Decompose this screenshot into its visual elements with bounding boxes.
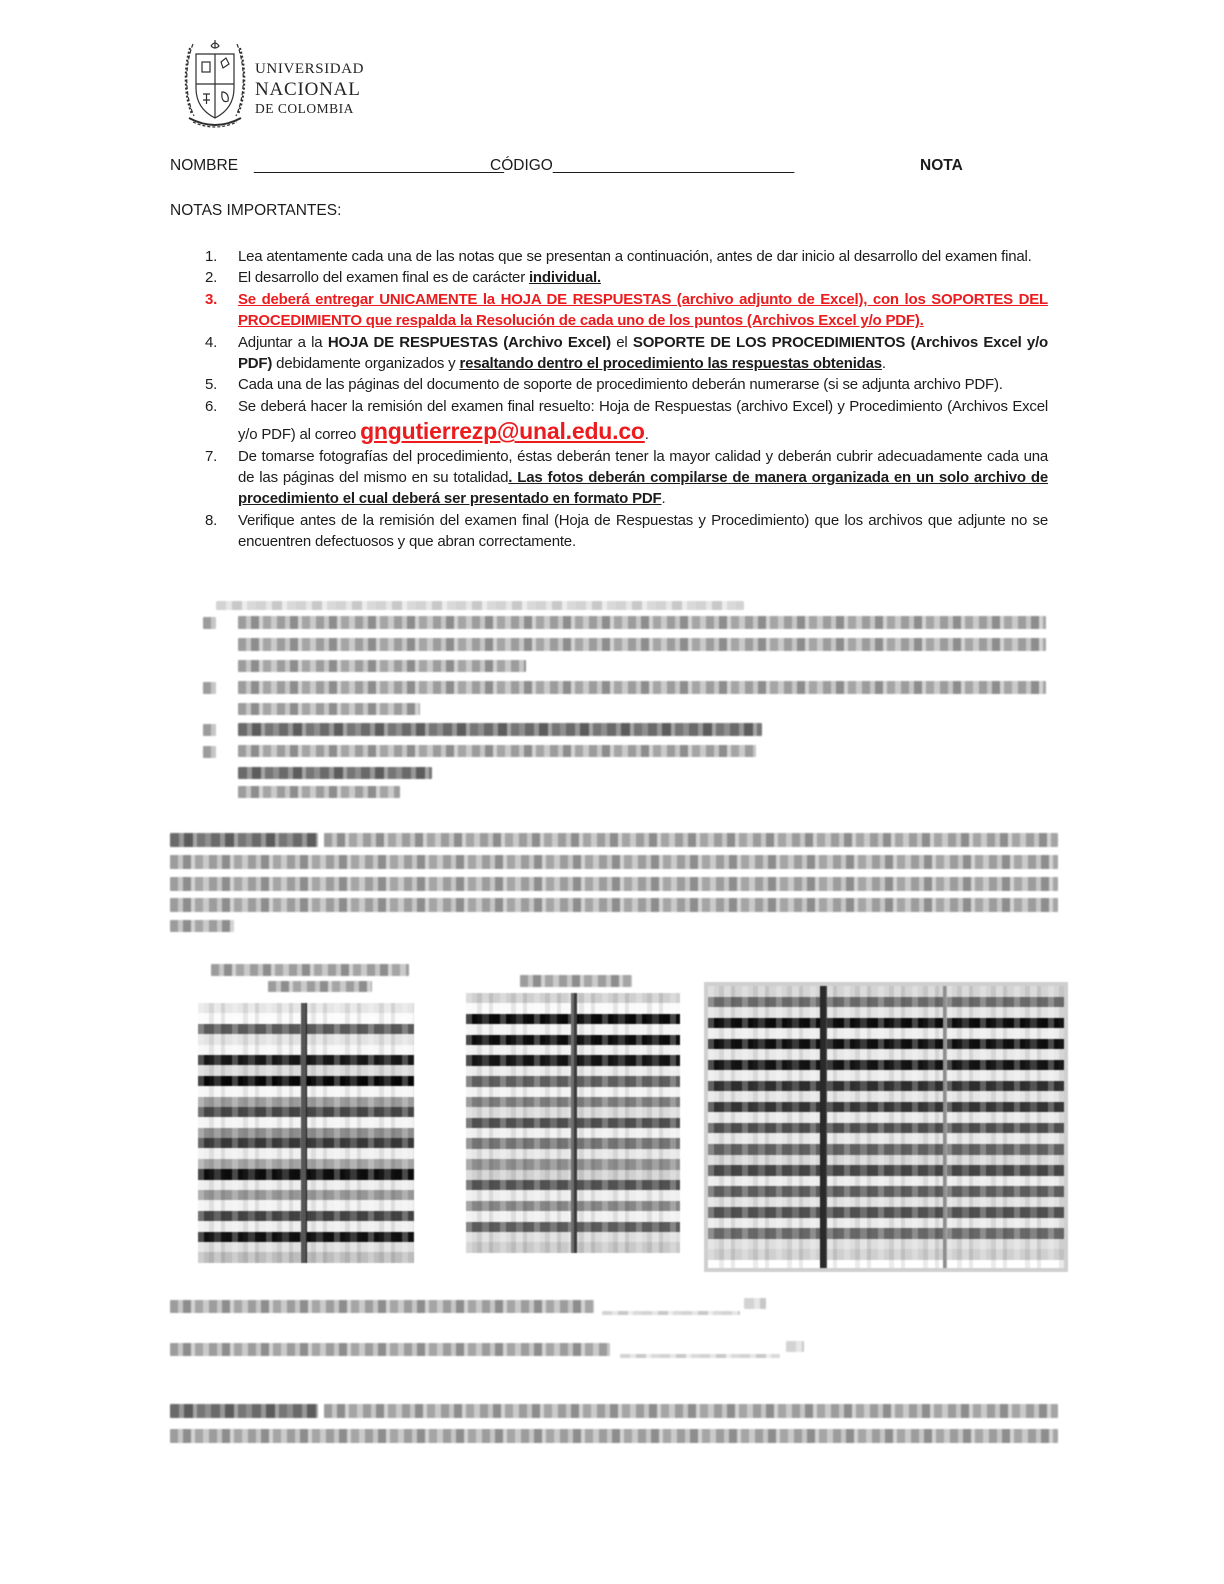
note-text-segment: resaltando dentro el procedimiento las respuestas obtenidas — [459, 355, 882, 373]
header-fields — [0, 157, 1224, 181]
note-text-segment: Adjuntar a la — [238, 333, 328, 351]
redacted-table-divider — [943, 986, 947, 1268]
redacted-line-11 — [203, 746, 216, 758]
email-link[interactable]: gngutierrezp@unal.edu.co — [360, 418, 645, 445]
note-item-2 — [205, 267, 1048, 288]
university-logo — [181, 38, 364, 136]
note-text — [238, 267, 1048, 288]
note-text — [238, 446, 1048, 510]
note-item-8 — [205, 510, 1048, 553]
notes-list — [205, 246, 1048, 553]
note-text — [238, 332, 1048, 375]
redacted-table-row — [708, 1123, 1064, 1134]
redacted-line-30 — [170, 1404, 318, 1418]
redacted-line-13 — [238, 767, 432, 779]
note-text-segment: HOJA DE RESPUESTAS (Archivo Excel) — [327, 333, 611, 351]
redacted-line-28 — [620, 1354, 780, 1358]
redacted-table-row — [708, 1218, 1064, 1229]
redacted-line-16 — [324, 833, 1058, 847]
codigo-blank-line: ____________________________ — [552, 157, 795, 174]
note-text — [238, 396, 1048, 446]
redacted-line-12 — [238, 745, 756, 757]
note-text-segment: debidamente organizados y — [272, 355, 460, 373]
redacted-table-row — [708, 1207, 1064, 1218]
redacted-table-row — [708, 1249, 1064, 1260]
logo-wordmark — [255, 62, 364, 136]
redacted-line-22 — [268, 981, 372, 992]
redacted-table-row — [708, 1060, 1064, 1071]
redacted-table-2 — [466, 993, 680, 1253]
redacted-table-row — [708, 1239, 1064, 1250]
note-item-1 — [205, 246, 1048, 267]
redacted-line-29 — [786, 1341, 804, 1352]
redacted-line-24 — [170, 1300, 594, 1313]
logo-wordmark-line3: DE COLOMBIA — [255, 101, 354, 116]
redacted-line-8 — [238, 703, 420, 715]
note-item-7 — [205, 446, 1048, 510]
redacted-table-row — [708, 1176, 1064, 1187]
note-item-5 — [205, 374, 1048, 395]
redacted-line-4 — [238, 638, 1046, 651]
redacted-line-15 — [170, 833, 318, 847]
redacted-line-20 — [170, 920, 234, 932]
university-crest-icon — [181, 38, 249, 136]
redacted-table-row — [708, 1028, 1064, 1039]
note-text-segment: Se deberá hacer la remisión del examen final resuelto: Hoja de Respuestas (archivo Excel) y Procedimiento (Archivos Excel y/o PDF) al correo — [238, 397, 1048, 444]
redacted-line-5 — [238, 660, 526, 672]
redacted-line-9 — [203, 724, 216, 736]
redacted-table-row — [708, 1007, 1064, 1018]
redacted-table-divider — [571, 993, 577, 1253]
note-text — [238, 289, 1048, 332]
note-number: 3. — [205, 290, 218, 308]
note-text — [238, 510, 1048, 553]
note-item-4 — [205, 332, 1048, 375]
note-text-segment: . Las fotos deberán compilarse de manera organizada en un solo archivo de procedimiento el cual deberá ser presentado en formato PDF — [238, 469, 1049, 508]
redacted-table-row — [708, 1144, 1064, 1155]
note-text-segment: Verifique antes de la remisión del examen final (Hoja de Respuestas y Procedimiento) que los archivos que adjunte no se encuentren defectuosos y que abran correctamente. — [238, 511, 1048, 551]
redacted-line-31 — [324, 1404, 1058, 1418]
codigo-field — [490, 157, 794, 175]
nota-label: NOTA — [920, 157, 963, 174]
note-text-segment: SOPORTE DE LOS PROCEDIMIENTOS (Archivos Excel y/o PDF) — [238, 333, 1049, 373]
note-item-3 — [205, 289, 1048, 332]
redacted-table-row — [708, 997, 1064, 1008]
redacted-line-26 — [744, 1298, 766, 1309]
redacted-line-1 — [216, 601, 744, 610]
logo-wordmark-line2: NACIONAL — [255, 79, 361, 100]
redacted-table-row — [708, 1112, 1064, 1123]
note-text — [238, 374, 1048, 395]
redacted-line-17 — [170, 855, 1058, 869]
note-text-segment: El desarrollo del examen final es de carácter — [238, 269, 529, 287]
note-number: 5. — [205, 376, 218, 394]
redacted-table-row — [708, 1133, 1064, 1144]
note-number: 7. — [205, 447, 218, 465]
redacted-line-21 — [211, 964, 409, 976]
note-text-segment: Se deberá entregar UNICAMENTE la HOJA DE RESPUESTAS (archivo adjunto de Excel), con los SOPORTES DEL PROCEDIMIENTO que respalda la Resolución de cada uno de los puntos (Archivos Excel y/o PDF). — [238, 290, 1048, 330]
note-number: 2. — [205, 269, 218, 287]
redacted-table-row — [708, 1186, 1064, 1197]
redacted-line-23 — [520, 975, 632, 987]
note-text-segment: . — [661, 490, 666, 508]
redacted-table-3 — [704, 982, 1068, 1272]
redacted-table-1 — [198, 1003, 414, 1263]
name-blank-line: _____________________________ — [254, 157, 505, 174]
redacted-line-18 — [170, 877, 1058, 891]
redacted-table-row — [708, 1155, 1064, 1166]
redacted-table-row — [708, 1018, 1064, 1029]
redacted-line-10 — [238, 723, 762, 736]
note-number: 4. — [205, 333, 218, 351]
redacted-line-2 — [203, 617, 216, 629]
section-title: NOTAS IMPORTANTES: — [170, 202, 342, 219]
redacted-line-7 — [238, 681, 1046, 694]
name-field — [170, 157, 504, 175]
redacted-line-3 — [238, 616, 1046, 629]
note-text-segment: Cada una de las páginas del documento de soporte de procedimiento deberán numerarse (si se adjunta archivo PDF). — [238, 376, 1003, 394]
note-number: 6. — [205, 397, 218, 415]
note-text-segment: . — [881, 355, 886, 373]
note-text-segment: Lea atentamente cada una de las notas que se presentan a continuación, antes de dar inicio al desarrollo del examen final. — [238, 248, 1032, 265]
redacted-table-row — [708, 986, 1064, 997]
redacted-table-row — [708, 1070, 1064, 1081]
redacted-table-row — [708, 1081, 1064, 1092]
note-text-segment: el — [610, 333, 633, 351]
note-number: 1. — [205, 248, 218, 265]
redacted-table-divider — [820, 986, 827, 1268]
note-text-segment: . — [644, 426, 649, 444]
codigo-label: CÓDIGO — [490, 157, 553, 174]
redacted-table-row — [708, 1091, 1064, 1102]
redacted-table-row — [708, 1197, 1064, 1208]
note-text — [238, 246, 1048, 267]
name-label: NOMBRE — [170, 157, 239, 174]
note-text-segment: De tomarse fotografías del procedimiento, éstas deberán tener la mayor calidad y deberán cubrir adecuadamente cada una de las páginas del mismo en su totalidad — [238, 447, 1048, 487]
redacted-table-row — [708, 1039, 1064, 1050]
redacted-line-14 — [238, 786, 400, 798]
note-item-6 — [205, 396, 1048, 446]
redacted-line-32 — [170, 1429, 1058, 1443]
logo-wordmark-line1: UNIVERSIDAD — [255, 61, 365, 77]
note-text-segment: individual. — [528, 269, 601, 287]
redacted-line-6 — [203, 682, 216, 694]
redacted-line-27 — [170, 1343, 610, 1356]
redacted-table-row — [708, 1228, 1064, 1239]
redacted-table-row — [708, 1049, 1064, 1060]
redacted-table-divider — [301, 1003, 307, 1263]
redacted-table-row — [708, 1102, 1064, 1113]
note-number: 8. — [205, 511, 218, 529]
redacted-line-19 — [170, 898, 1058, 912]
redacted-line-25 — [602, 1311, 740, 1315]
redacted-table-row — [708, 1165, 1064, 1176]
